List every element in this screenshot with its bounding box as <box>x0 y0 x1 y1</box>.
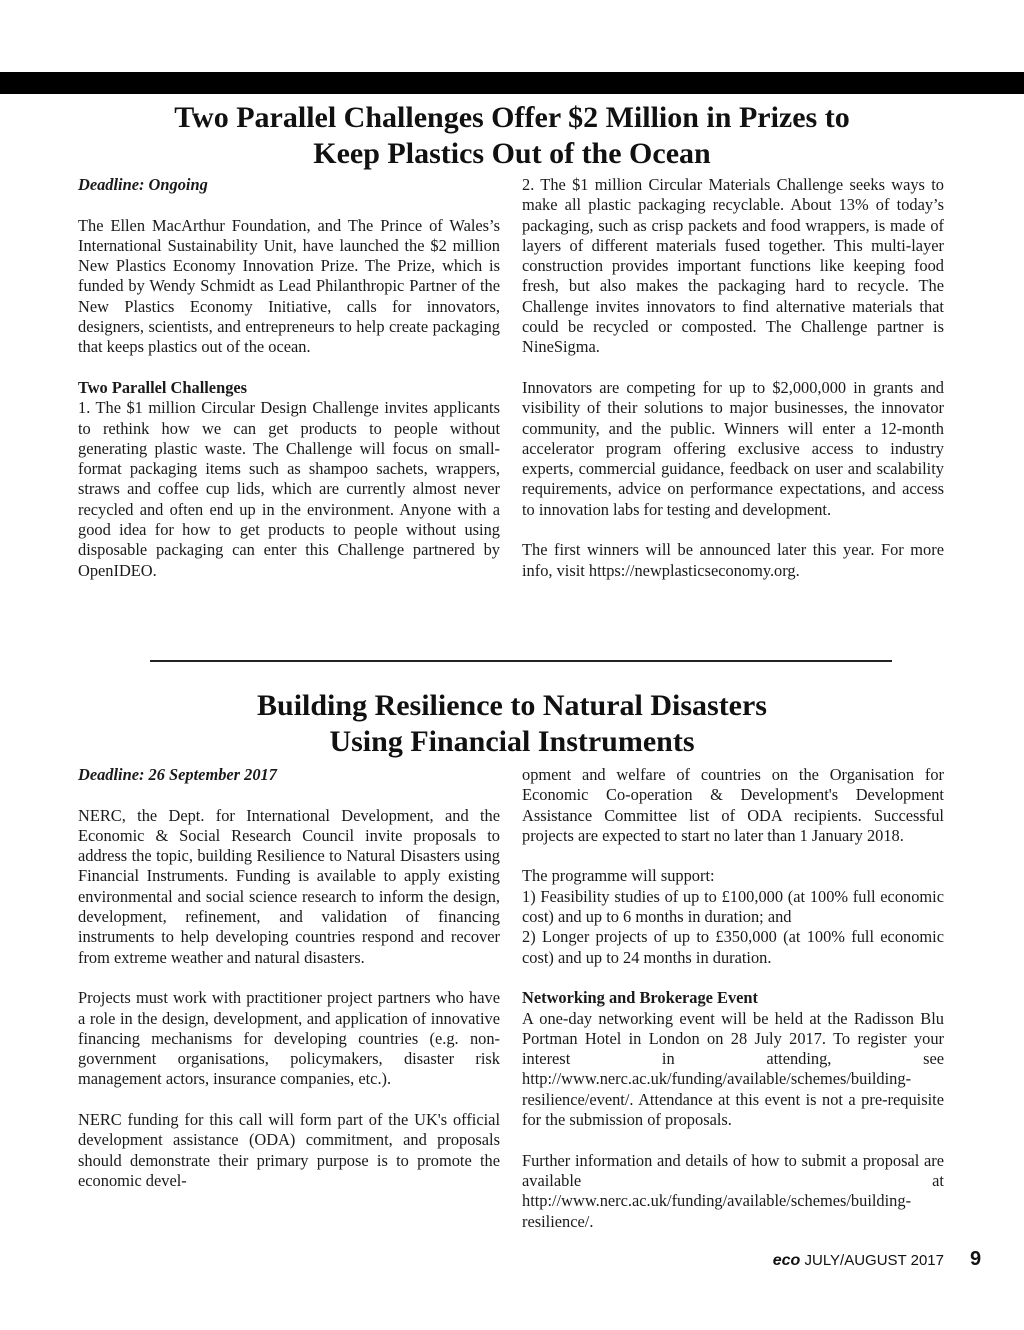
article2-left-p3: NERC funding for this call will form part of the UK's official development assistance (ODA) commitment, and proposals should demonstrate their primary purpose is to promote the economic devel- <box>78 1110 500 1190</box>
article1-title-line1: Two Parallel Challenges Offer $2 Million in Prizes to <box>174 101 850 134</box>
article1-right-p1: 2. The $1 million Circular Materials Challenge seeks ways to make all plastic packaging recyclable. About 13% of today’s packaging, such as crisp packets and food wrappers, is made of layers of different materials fused together. This multi-layer construction provides important functions like keeping food fresh, but also makes the packaging hard to recycle. The Challenge invites innovators to find alternative materials that could be recycled or composted. The Challenge partner is NineSigma. <box>522 175 944 357</box>
article2-left-p2: Projects must work with practitioner project partners who have a role in the design, development, and application of innovative financing mechanisms for developing countries (e.g. non-government organisations, policymakers, disaster risk management actors, insurance companies, etc.). <box>78 988 500 1089</box>
article1-title-line2: Keep Plastics Out of the Ocean <box>313 137 711 170</box>
page-number: 9 <box>970 1248 982 1270</box>
article1-left-p1: The Ellen MacArthur Foundation, and The Prince of Wales’s International Sustainability Unit, have launched the $2 million New Plastics Economy Innovation Prize. The Prize, which is funded by Wendy Schmidt as Lead Philanthropic Partner of the New Plastics Economy Initiative, calls for innovators, designers, scientists, and entrepreneurs to help create packaging that keeps plastics out of the ocean. <box>78 215 500 357</box>
article2-subhead: Networking and Brokerage Event <box>522 988 758 1008</box>
article2-right-p4: Further information and details of how to submit a proposal are available at http://www.nerc.ac.uk/funding/available/schemes/building-resilience/. <box>522 1150 944 1231</box>
header-bar <box>0 72 1024 94</box>
section-divider <box>150 660 892 662</box>
page-footer <box>773 1252 944 1270</box>
article2-right-p3: A one-day networking event will be held at the Radisson Blu Portman Hotel in London on 28 July 2017. To register your interest in attending, see http://www.nerc.ac.uk/funding/available/schemes/building-resilience/event/. Attendance at this event is not a pre-requisite for the submission of proposals. <box>522 1008 944 1130</box>
article2-programme-intro: The programme will support: <box>522 866 715 886</box>
magazine-brand: eco <box>772 1252 801 1269</box>
article1-title <box>100 100 924 172</box>
article2-programme-item2: 2) Longer projects of up to £350,000 (at 100% full economic cost) and up to 24 months in duration. <box>522 927 944 967</box>
article2-left-column <box>78 765 500 1191</box>
article2-left-p1: NERC, the Dept. for International Development, and the Economic & Social Research Council invite proposals to address the topic, building Resilience to Natural Disasters using Financial Instruments. Funding is available to apply existing environmental and social science research to inform the design, development, refinement, and validation of financing instruments to help developing countries respond and recover from extreme weather and natural disasters. <box>78 805 500 967</box>
article1-right-column <box>522 175 944 581</box>
article2-right-column <box>522 765 944 1232</box>
article2-deadline: Deadline: 26 September 2017 <box>78 765 277 784</box>
article2-title-line2: Using Financial Instruments <box>329 725 695 758</box>
article1-subhead: Two Parallel Challenges <box>78 377 248 397</box>
article2-right-p1: opment and welfare of countries on the Organisation for Economic Co-operation & Development's Development Assistance Committee list of ODA recipients. Successful projects are expected to start no later than 1 January 2018. <box>522 765 944 845</box>
article1-right-p2: Innovators are competing for up to $2,000,000 in grants and visibility of their solutions to major businesses, the innovator community, and the public. Winners will enter a 12-month accelerator program offering exclusive access to industry experts, commercial guidance, feedback on user and scalability requirements, advice on performance expectations, and access to innovation labs for testing and development. <box>522 377 944 519</box>
article1-deadline: Deadline: Ongoing <box>78 175 208 194</box>
article2-programme-item1: 1) Feasibility studies of up to £100,000 (at 100% full economic cost) and up to 6 months in duration; and <box>522 886 944 927</box>
article1-left-p2: 1. The $1 million Circular Design Challenge invites applicants to rethink how we can get products to people without generating plastic waste. The Challenge will focus on small-format packaging items such as shampoo sachets, wrappers, straws and coffee cup lids, which are currently almost never recycled and often end up in the environment. Anyone with a good idea for how to get products to people without using disposable packaging can enter this Challenge partnered by OpenIDEO. <box>78 398 500 580</box>
issue-date: JULY/AUGUST 2017 <box>804 1252 944 1269</box>
article2-title-line1: Building Resilience to Natural Disasters <box>257 689 767 722</box>
article1-left-column <box>78 175 500 581</box>
article1-right-p3: The first winners will be announced later this year. For more info, visit https://newplasticseconomy.org. <box>522 540 944 580</box>
article2-title <box>100 688 924 760</box>
